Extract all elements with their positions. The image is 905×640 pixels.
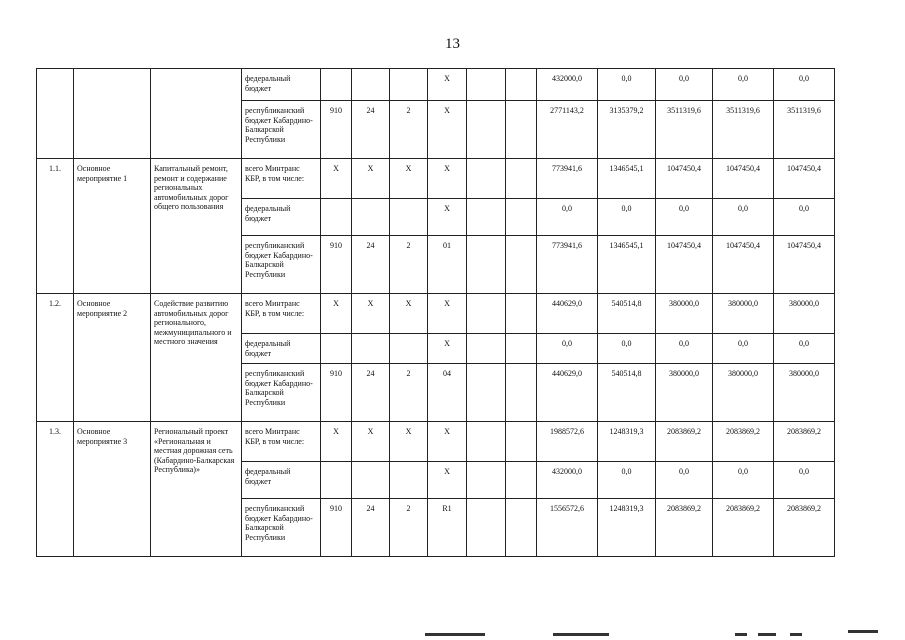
cell-y6: 0,0 <box>774 199 835 236</box>
cell-y3: 0,0 <box>598 199 656 236</box>
cell-y6: 3511319,6 <box>774 101 835 159</box>
cell-pr <box>390 334 428 364</box>
cell-y5: 0,0 <box>713 69 774 101</box>
funding-source: федеральный бюджет <box>242 69 321 101</box>
cell-rz: X <box>352 294 390 334</box>
cell-vr <box>467 101 506 159</box>
cell-cs: X <box>428 159 467 199</box>
cell-vr <box>467 159 506 199</box>
item-status: Основное мероприятие 1 <box>74 159 151 294</box>
cell-y5: 380000,0 <box>713 294 774 334</box>
funding-source: федеральный бюджет <box>242 199 321 236</box>
cell-y4: 380000,0 <box>656 294 713 334</box>
cell-y4: 3511319,6 <box>656 101 713 159</box>
cell-y2: 773941,6 <box>537 159 598 199</box>
funding-source: республиканский бюджет Кабардино-Балкарской Республики <box>242 236 321 294</box>
cell-rz: 24 <box>352 101 390 159</box>
cell-y2: 0,0 <box>537 199 598 236</box>
cell-y6: 2083869,2 <box>774 499 835 557</box>
funding-source: республиканский бюджет Кабардино-Балкарской Республики <box>242 101 321 159</box>
page-number: 13 <box>445 36 460 52</box>
cell-y6: 2083869,2 <box>774 422 835 462</box>
cell-rz: X <box>352 422 390 462</box>
scan-artifact <box>758 633 776 636</box>
status-cell <box>74 69 151 159</box>
budget-table <box>36 68 835 557</box>
cell-rz <box>352 334 390 364</box>
cell-pr: 2 <box>390 236 428 294</box>
cell-grbs: 910 <box>321 364 352 422</box>
cell-y3: 1248319,3 <box>598 422 656 462</box>
cell-y3: 0,0 <box>598 334 656 364</box>
scan-artifact <box>735 633 747 636</box>
cell-y5: 2083869,2 <box>713 499 774 557</box>
cell-y1 <box>506 499 537 557</box>
cell-y1 <box>506 364 537 422</box>
funding-source: федеральный бюджет <box>242 462 321 499</box>
cell-pr <box>390 69 428 101</box>
cell-pr: 2 <box>390 499 428 557</box>
cell-y5: 1047450,4 <box>713 236 774 294</box>
funding-source: всего Минтранс КБР, в том числе: <box>242 422 321 462</box>
table-row <box>37 294 835 334</box>
cell-rz <box>352 462 390 499</box>
cell-y3: 3135379,2 <box>598 101 656 159</box>
cell-y2: 432000,0 <box>537 462 598 499</box>
cell-y2: 440629,0 <box>537 364 598 422</box>
cell-vr <box>467 499 506 557</box>
cell-grbs: X <box>321 159 352 199</box>
cell-grbs: X <box>321 422 352 462</box>
num-cell <box>37 69 74 159</box>
cell-rz: 24 <box>352 499 390 557</box>
cell-y3: 1248319,3 <box>598 499 656 557</box>
cell-y3: 0,0 <box>598 69 656 101</box>
cell-grbs: 910 <box>321 101 352 159</box>
cell-grbs: X <box>321 294 352 334</box>
cell-y6: 380000,0 <box>774 364 835 422</box>
table-row <box>37 159 835 199</box>
cell-cs: X <box>428 69 467 101</box>
cell-y3: 540514,8 <box>598 364 656 422</box>
cell-pr <box>390 199 428 236</box>
cell-y4: 1047450,4 <box>656 236 713 294</box>
item-name: Капитальный ремонт, ремонт и содержание региональных автомобильных дорог общего пользования <box>151 159 242 294</box>
cell-y2: 432000,0 <box>537 69 598 101</box>
funding-source: республиканский бюджет Кабардино-Балкарской Республики <box>242 364 321 422</box>
item-number: 1.3. <box>37 422 74 557</box>
cell-vr <box>467 334 506 364</box>
cell-y1 <box>506 294 537 334</box>
scan-artifact <box>425 633 485 636</box>
cell-cs: 04 <box>428 364 467 422</box>
cell-y1 <box>506 462 537 499</box>
cell-y1 <box>506 159 537 199</box>
cell-pr: X <box>390 159 428 199</box>
cell-y4: 0,0 <box>656 462 713 499</box>
cell-rz: 24 <box>352 236 390 294</box>
cell-y4: 0,0 <box>656 334 713 364</box>
cell-y5: 1047450,4 <box>713 159 774 199</box>
cell-vr <box>467 462 506 499</box>
cell-rz <box>352 69 390 101</box>
item-number: 1.2. <box>37 294 74 422</box>
item-status: Основное мероприятие 2 <box>74 294 151 422</box>
funding-source: всего Минтранс КБР, в том числе: <box>242 159 321 199</box>
cell-y6: 380000,0 <box>774 294 835 334</box>
cell-y2: 1556572,6 <box>537 499 598 557</box>
cell-cs: X <box>428 199 467 236</box>
cell-y4: 380000,0 <box>656 364 713 422</box>
cell-cs: X <box>428 462 467 499</box>
cell-y1 <box>506 199 537 236</box>
cell-y5: 3511319,6 <box>713 101 774 159</box>
cell-cs: R1 <box>428 499 467 557</box>
cell-grbs <box>321 199 352 236</box>
item-number: 1.1. <box>37 159 74 294</box>
cell-vr <box>467 199 506 236</box>
item-name: Содействие развитию автомобильных дорог регионального, межмуниципального и местного значения <box>151 294 242 422</box>
cell-grbs <box>321 69 352 101</box>
cell-vr <box>467 422 506 462</box>
cell-y5: 0,0 <box>713 462 774 499</box>
funding-source: федеральный бюджет <box>242 334 321 364</box>
cell-cs: X <box>428 294 467 334</box>
cell-y4: 2083869,2 <box>656 422 713 462</box>
cell-y2: 773941,6 <box>537 236 598 294</box>
cell-vr <box>467 364 506 422</box>
cell-y1 <box>506 236 537 294</box>
cell-y2: 1988572,6 <box>537 422 598 462</box>
cell-y5: 2083869,2 <box>713 422 774 462</box>
cell-y2: 2771143,2 <box>537 101 598 159</box>
cell-y4: 2083869,2 <box>656 499 713 557</box>
name-cell <box>151 69 242 159</box>
cell-grbs <box>321 334 352 364</box>
scan-artifact <box>848 630 878 633</box>
cell-y1 <box>506 334 537 364</box>
item-name: Региональный проект «Региональная и местная дорожная сеть (Кабардино-Балкарская Республика)» <box>151 422 242 557</box>
cell-pr: X <box>390 422 428 462</box>
cell-rz: 24 <box>352 364 390 422</box>
cell-y6: 0,0 <box>774 462 835 499</box>
funding-source: всего Минтранс КБР, в том числе: <box>242 294 321 334</box>
item-status: Основное мероприятие 3 <box>74 422 151 557</box>
cell-vr <box>467 69 506 101</box>
cell-y1 <box>506 69 537 101</box>
funding-source: республиканский бюджет Кабардино-Балкарской Республики <box>242 499 321 557</box>
cell-y5: 380000,0 <box>713 364 774 422</box>
cell-pr: 2 <box>390 364 428 422</box>
cell-pr <box>390 462 428 499</box>
cell-y6: 1047450,4 <box>774 236 835 294</box>
cell-grbs <box>321 462 352 499</box>
cell-cs: X <box>428 422 467 462</box>
cell-y6: 0,0 <box>774 334 835 364</box>
scan-artifact <box>553 633 609 636</box>
cell-y3: 540514,8 <box>598 294 656 334</box>
cell-y1 <box>506 101 537 159</box>
cell-rz <box>352 199 390 236</box>
cell-y3: 0,0 <box>598 462 656 499</box>
cell-y3: 1346545,1 <box>598 236 656 294</box>
scan-artifact <box>790 633 802 636</box>
cell-y1 <box>506 422 537 462</box>
cell-vr <box>467 236 506 294</box>
cell-pr: 2 <box>390 101 428 159</box>
cell-pr: X <box>390 294 428 334</box>
cell-rz: X <box>352 159 390 199</box>
cell-y5: 0,0 <box>713 334 774 364</box>
table-row <box>37 69 835 101</box>
cell-y6: 1047450,4 <box>774 159 835 199</box>
cell-y3: 1346545,1 <box>598 159 656 199</box>
cell-grbs: 910 <box>321 499 352 557</box>
cell-y4: 0,0 <box>656 69 713 101</box>
cell-y4: 1047450,4 <box>656 159 713 199</box>
cell-y2: 0,0 <box>537 334 598 364</box>
table-row <box>37 422 835 462</box>
cell-cs: X <box>428 334 467 364</box>
cell-y6: 0,0 <box>774 69 835 101</box>
cell-y5: 0,0 <box>713 199 774 236</box>
cell-y2: 440629,0 <box>537 294 598 334</box>
cell-vr <box>467 294 506 334</box>
cell-grbs: 910 <box>321 236 352 294</box>
table-body <box>37 69 835 557</box>
cell-cs: 01 <box>428 236 467 294</box>
cell-cs: X <box>428 101 467 159</box>
cell-y4: 0,0 <box>656 199 713 236</box>
